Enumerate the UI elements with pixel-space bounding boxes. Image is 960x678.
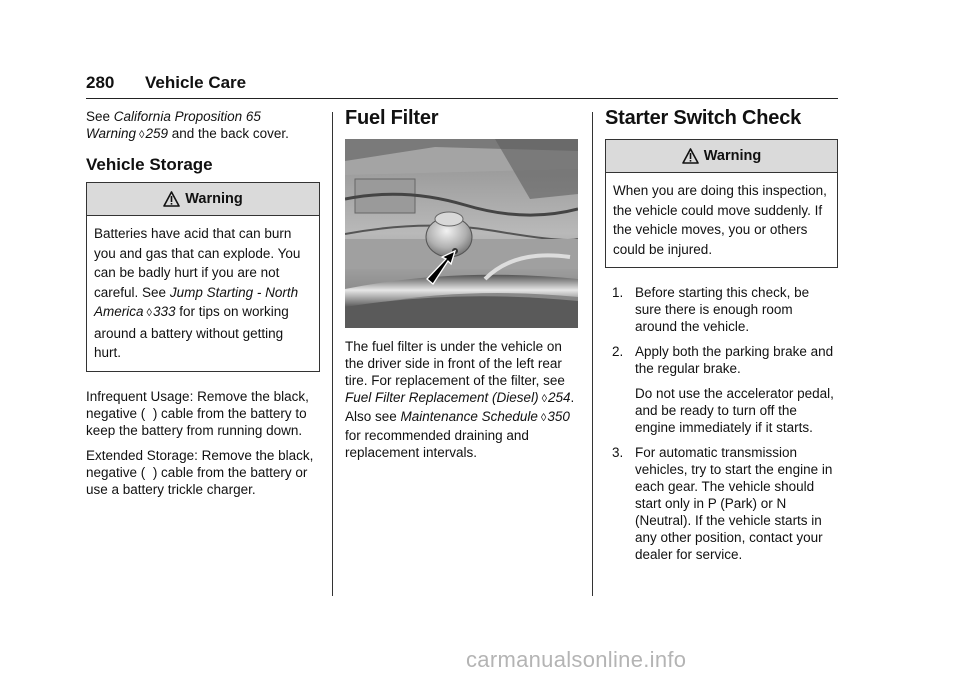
- cross-reference-link[interactable]: Fuel Filter Replacement (Diesel): [345, 390, 539, 405]
- extended-storage-paragraph: Extended Storage: Remove the black, negative ( ) cable from the battery or use a battery trickle charger.: [86, 447, 314, 497]
- step-number: 3.: [612, 445, 624, 460]
- see-paragraph: See California Proposition 65 Warning ◊259 and the back cover.: [86, 109, 289, 141]
- fuel-filter-paragraph: The fuel filter is under the vehicle on the driver side in front of the left rear tire. For replacement of the filter, see Fuel Filter Replacement (Diesel) ◊254. Also see Maintenance Schedule ◊350 for recommended draining and replacement intervals.: [345, 339, 575, 460]
- step-text: Apply both the parking brake and the regular brake.: [635, 344, 834, 376]
- section-heading: Vehicle Storage: [86, 155, 213, 174]
- column-divider: [592, 112, 593, 596]
- cross-reference-link[interactable]: Maintenance Schedule: [400, 409, 538, 424]
- warning-label: Warning: [185, 190, 243, 207]
- warning-icon: [163, 191, 180, 207]
- step-note: Do not use the accelerator pedal, and be ready to turn off the engine immediately if it starts.: [635, 386, 834, 435]
- infrequent-usage-paragraph: Infrequent Usage: Remove the black, negative ( ) cable from the battery to keep the battery from running down.: [86, 388, 309, 438]
- page-reference[interactable]: 254: [548, 390, 571, 405]
- page-reference-icon: ◊: [540, 412, 547, 424]
- page-reference[interactable]: 350: [547, 409, 570, 424]
- warning-text: Batteries have acid that can burn you and gas that can explode. You can be badly hurt if you are not careful. See Jump Starting - North America ◊333 for tips on working around a battery without getting hurt.: [94, 226, 301, 360]
- fuel-filter-photo: [345, 139, 578, 328]
- page-number: 280: [86, 73, 115, 92]
- page-reference-icon: ◊: [139, 129, 145, 141]
- warning-text: When you are doing this inspection, the vehicle could move suddenly. If the vehicle moves, you or others could be injured.: [613, 183, 827, 257]
- section-heading: Starter Switch Check: [605, 107, 802, 129]
- warning-label: Warning: [703, 147, 762, 164]
- step-number: 2.: [612, 344, 624, 359]
- page-reference-icon: ◊: [146, 307, 152, 319]
- warning-box: [605, 139, 838, 268]
- list-item: [605, 284, 838, 335]
- steps-list: [605, 284, 838, 563]
- section-title: Vehicle Care: [145, 73, 247, 92]
- column-fuel-filter: [345, 108, 580, 469]
- step-number: 1.: [612, 285, 624, 300]
- section-heading: Fuel Filter: [345, 107, 439, 129]
- cross-reference-link[interactable]: California Proposition 65 Warning: [86, 109, 261, 141]
- column-vehicle-storage: [86, 108, 320, 506]
- list-item: [605, 444, 838, 563]
- page-reference[interactable]: 333: [152, 304, 176, 319]
- step-text: For automatic transmission vehicles, try to start the engine in each gear. The vehicle should start only in P (Park) or N (Neutral). If the vehicle starts in any other position, contact your dealer for service.: [635, 445, 833, 562]
- column-starter-switch-check: [605, 108, 838, 571]
- warning-icon: [682, 148, 699, 164]
- warning-header: [87, 183, 319, 216]
- list-item: [605, 343, 838, 436]
- page-header: [86, 72, 838, 99]
- page-reference-icon: ◊: [541, 393, 547, 405]
- step-text: Before starting this check, be sure there is enough room around the vehicle.: [635, 285, 810, 334]
- cross-reference-link[interactable]: Jump Starting - North America: [94, 284, 299, 319]
- column-divider: [332, 112, 333, 596]
- page-reference[interactable]: 259: [145, 126, 168, 141]
- warning-box: [86, 182, 320, 372]
- warning-header: [606, 140, 837, 173]
- watermark: carmanualsonline.info: [466, 647, 687, 672]
